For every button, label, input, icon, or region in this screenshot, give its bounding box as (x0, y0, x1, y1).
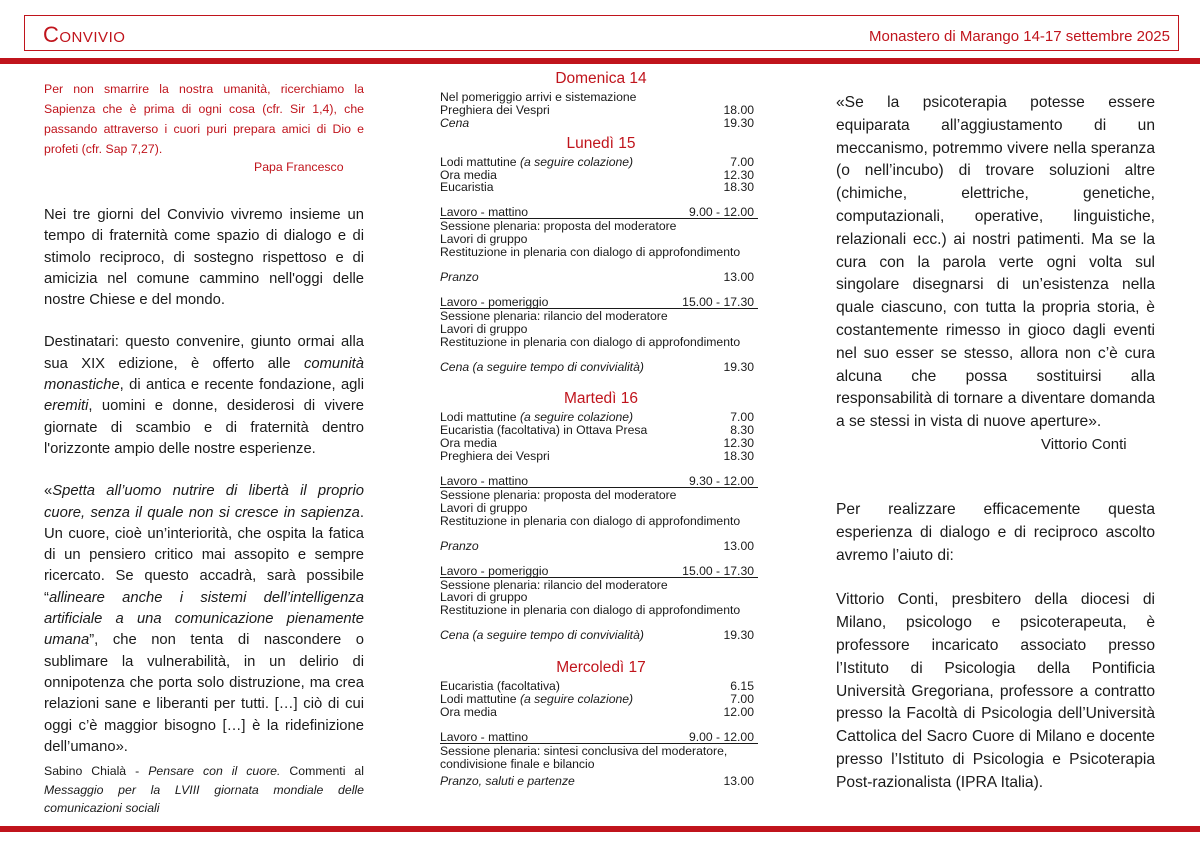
program-row: Lavori di gruppo (440, 232, 528, 247)
program-row: Lodi mattutine (a seguire colazione) 7.00 (440, 154, 754, 169)
helpers-intro: Per realizzare efficacemente questa esperienza di dialogo e di reciproco ascolto avremo l’aiuto di: (836, 500, 1155, 564)
program-row: Restituzione in plenaria con dialogo di approfondimento (440, 245, 741, 260)
conti-quote-author: Vittorio Conti (1041, 435, 1127, 453)
program-row: Lavoro - pomeriggio 15.00 - 17.30 (440, 565, 758, 578)
right-column (836, 92, 1155, 795)
speaker-name: Vittorio Conti (836, 591, 935, 609)
program-row: Ora media 12.00 (440, 704, 754, 719)
recipients-paragraph: Destinatari: questo convenire, giunto ormai alla sua XIX edizione, è offerto alle comunità monastiche, di antica e recente fondazione, agli eremiti, uomini e donne, desiderosi di vivere giornate di scambio e di fraternità dentro l'orizzonte ampio delle nostre esperienze. (44, 334, 364, 457)
program-row: Nel pomeriggio arrivi e sistemazione (440, 90, 637, 104)
program-row: Lavoro - mattino 9.00 - 12.00 (440, 206, 758, 219)
program-row: Sessione plenaria: rilancio del moderatore (440, 577, 668, 592)
program-row: Pranzo 13.00 (440, 538, 754, 553)
program-row: Lavori di gruppo (440, 500, 528, 515)
opening-quote-author: Papa Francesco (254, 160, 344, 174)
day-heading-monday: Lunedì 15 (566, 134, 636, 152)
program-row: Restituzione in plenaria con dialogo di approfondimento (440, 513, 741, 528)
program-row: Sessione plenaria: sintesi conclusiva del moderatore, (440, 743, 728, 758)
program-row: Preghiera dei Vespri 18.00 (440, 102, 754, 117)
program-row: condivisione finale e bilancio (440, 756, 595, 771)
day-heading-sunday: Domenica 14 (555, 70, 647, 87)
program-row: Lodi mattutine (a seguire colazione) 7.00 (440, 410, 754, 425)
day-heading-tuesday: Martedì 16 (563, 390, 639, 408)
recipients-label: Destinatari: (44, 334, 119, 351)
program-row: Sessione plenaria: proposta del moderatore (440, 488, 677, 503)
program-row: Eucaristia (facoltativa) 6.15 (440, 679, 754, 694)
opening-quote: Per non smarrire la nostra umanità, ricerchiamo la Sapienza che è prima di ogni cosa (cfr. Sir 1,4), che passando attraverso i cuori puri prepara amici di Dio e profeti (cfr. Sap 7,27). (44, 82, 364, 156)
program-row: Ora media 12.30 (440, 167, 754, 182)
program-row: Cena (a seguire tempo di convivialità) 19.30 (440, 359, 754, 374)
program-row: Lavoro - mattino 9.30 - 12.00 (440, 475, 758, 488)
program-row: Pranzo, saluti e partenze 13.00 (440, 773, 754, 788)
program-row: Eucaristia (facoltativa) in Ottava Presa 8.30 (440, 423, 754, 438)
left-column (44, 79, 364, 818)
program-row: Cena 19.30 (440, 115, 754, 130)
program-row: Eucaristia 18.30 (440, 180, 754, 195)
program-row: Sessione plenaria: proposta del moderatore (440, 219, 677, 234)
program-row: Lavoro - mattino 9.00 - 12.00 (440, 731, 758, 744)
brochure-title: Convivio (43, 22, 126, 47)
program-row: Lodi mattutine (a seguire colazione) 7.00 (440, 692, 754, 707)
program-row: Pranzo 13.00 (440, 270, 754, 285)
conti-quote: «Se la psicoterapia potesse essere equiparata all’aggiustamento di un meccanismo, potremmo vivere nella speranza (o nell’incubo) di trovare soluzioni altre (chimiche, elettriche, genetiche, computazionali, operative, linguistiche, relazionali ecc.) ai nostri patimenti. Ma se la cura con la parola verte ogni volta sul singolare disegnarsi di un’esistenza nella quale ciascuno, con tutta la propria storia, è costantemente rimesso in gioco dagli eventi nel suo esser se stesso, allora non c’è cura alcuna che possa sostituirsi alla responsabilità di tornare a diventare domanda a se stessi in vista di nuove aperture». (836, 94, 1155, 431)
intro-paragraph: Nei tre giorni del Convivio vivremo insieme un tempo di fraternità come spazio di dialogo e di stimolo reciproco, di sostegno rispettoso e di amicizia nel comune cammino nell'oggi delle nostre Chiese e del mondo. (44, 207, 364, 309)
program-row: Sessione plenaria: rilancio del moderatore (440, 308, 668, 323)
event-dates: Monastero di Marango 14-17 settembre 2025 (868, 28, 1170, 45)
program-row: Lavori di gruppo (440, 321, 528, 336)
program-row: Preghiera dei Vespri 18.30 (440, 449, 754, 464)
program-row: Restituzione in plenaria con dialogo di approfondimento (440, 334, 741, 349)
program-row: Ora media 12.30 (440, 436, 754, 451)
program-row: Lavoro - pomeriggio 15.00 - 17.30 (440, 296, 758, 309)
top-divider (0, 58, 1200, 64)
chiala-quote: «Spetta all’uomo nutrire di libertà il proprio cuore, senza il quale non si cresce in sapienza. Un cuore, cioè un’interiorità, che ospita la fatica di un pensiero critico mai assopito e sempre ricercato. Se questo accadrà, sarà possibile “allineare anche i sistemi dell’intelligenza artificiale a una comunicazione pienamente umana”, che non tenta di nascondere o sublimare la vulnerabilità, in un delirio di onnipotenza che porta solo distruzione, ma crea relazioni sane e liberanti per tutti. […] ciò di cui oggi c’è maggior bisogno […] è la ridefinizione dell’umano». (44, 483, 364, 755)
speaker-bio: Vittorio Conti, presbitero della diocesi di Milano, psicologo e psicoterapeuta, è professore incaricato associato presso l’Istituto di Psicologia della Pontificia Università Gregoriana, professore a contratto presso la Facoltà di Psicologia dell’Università Cattolica del Sacro Cuore di Milano e docente presso l’Istituto di Psicologia e Psicoterapia Post-razionalista (IPRA Italia). (836, 591, 1155, 791)
header-box (24, 15, 1179, 51)
chiala-citation: Sabino Chialà - Pensare con il cuore. Commenti al Messaggio per la LVIII giornata mondiale delle comunicazioni sociali (44, 764, 364, 816)
program-column (440, 70, 762, 788)
program-row: Lavori di gruppo (440, 590, 528, 605)
program-row: Restituzione in plenaria con dialogo di approfondimento (440, 603, 741, 618)
day-heading-wednesday: Mercoledì 17 (556, 659, 646, 677)
bottom-divider (0, 826, 1200, 832)
program-row: Cena (a seguire tempo di convivialità) 19.30 (440, 628, 754, 643)
